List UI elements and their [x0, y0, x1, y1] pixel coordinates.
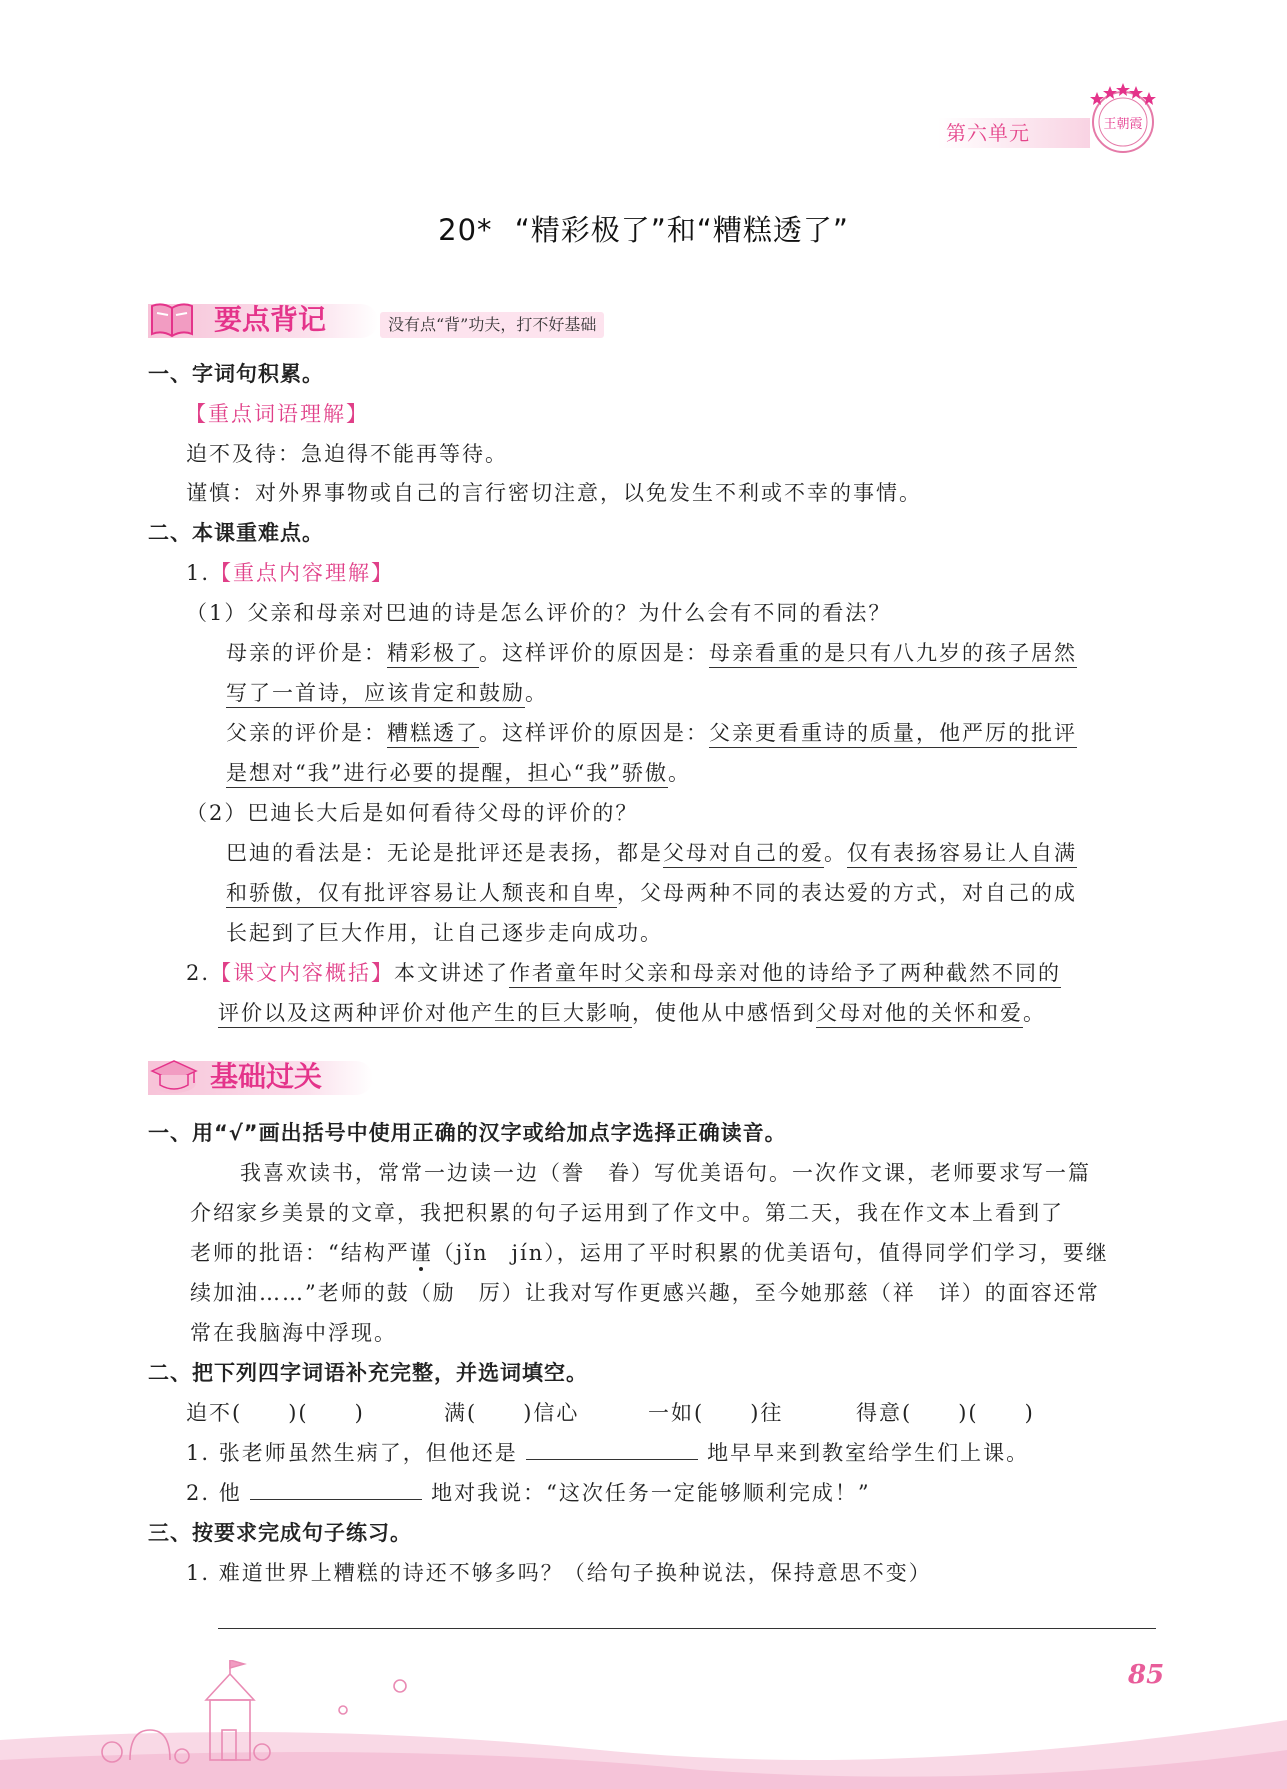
idiom-blank-3[interactable]: 一如( )往 — [648, 1401, 784, 1425]
mother-eval-line-2: 写了一首诗，应该肯定和鼓励。 — [226, 677, 548, 707]
tag-summary: 【课文内容概括】 — [210, 961, 395, 985]
question-2: （2）巴迪长大后是如何看待父母的评价的？ — [186, 801, 639, 825]
footer-decoration — [0, 1660, 1287, 1789]
father-eval-line-1: 父亲的评价是：糟糕透了。这样评价的原因是：父亲更看重诗的质量，他严厉的批评 — [226, 717, 1077, 747]
idiom-blank-1[interactable]: 迫不( )( ) — [186, 1401, 365, 1425]
vocab-line-2: 谨慎：对外界事物或自己的言行密切注意，以免发生不利或不幸的事情。 — [186, 481, 922, 505]
passage-line-1: 我喜欢读书，常常一边读一边（誊 眷）写优美语句。一次作文课，老师要求写一篇 — [240, 1161, 1091, 1185]
svg-text:王朝霞: 王朝霞 — [1103, 117, 1143, 132]
section-banner-basics — [148, 1055, 448, 1099]
dotted-character: 谨 — [409, 1241, 433, 1265]
item-1: 1.【重点内容理解】 — [186, 561, 395, 585]
tag-key-words: 【重点词语理解】 — [185, 402, 369, 426]
question-1: （1）父亲和母亲对巴迪的诗是怎么评价的？为什么会有不同的看法？ — [186, 601, 892, 625]
unit-label: 第六单元 — [946, 121, 1030, 145]
passage-line-3: 老师的批语：“结构严谨（jǐn jín），运用了平时积累的优美语句，值得同学们学习，要继 — [190, 1241, 1109, 1265]
rewrite-question-1: 1. 难道世界上糟糕的诗还不够多吗？（给句子换种说法，保持意思不变） — [186, 1561, 932, 1585]
idiom-blank-2[interactable]: 满( )信心 — [444, 1401, 580, 1425]
section-tagline: 没有点“背”功夫，打不好基础 — [380, 312, 604, 338]
answer-line[interactable] — [218, 1628, 1156, 1629]
page-number: 85 — [1128, 1660, 1165, 1690]
heading-vocab: 一、字词句积累。 — [148, 362, 324, 386]
mother-eval-line-1: 母亲的评价是：精彩极了。这样评价的原因是：母亲看重的是只有八九岁的孩子居然 — [226, 637, 1077, 667]
section-title: 要点背记 — [214, 303, 327, 336]
section-title: 基础过关 — [210, 1060, 323, 1093]
heading-key-difficulties: 二、本课重难点。 — [148, 521, 324, 545]
open-book-icon — [150, 300, 194, 338]
answer-blank-2[interactable] — [250, 1479, 422, 1500]
idiom-blank-4[interactable]: 得意( )( ) — [856, 1401, 1035, 1425]
lesson-title: “精彩极了”和“糟糕透了” — [514, 213, 849, 247]
seal-icon — [1083, 78, 1163, 158]
badi-line-3: 长起到了巨大作用，让自己逐步走向成功。 — [226, 921, 663, 945]
mother-reason-answer: 母亲看重的是只有八九岁的孩子居然 — [709, 641, 1077, 668]
question-heading-3: 三、按要求完成句子练习。 — [148, 1521, 412, 1545]
summary-line-1: 2.【课文内容概括】本文讲述了作者童年时父亲和母亲对他的诗给予了两种截然不同的 — [186, 957, 1061, 987]
father-eval-answer: 糟糕透了 — [387, 721, 479, 748]
passage-line-2: 介绍家乡美景的文章，我把积累的句子运用到了作文中。第二天，我在作文本上看到了 — [190, 1201, 1064, 1225]
badi-line-2: 和骄傲，仅有批评容易让人颓丧和自卑，父母两种不同的表达爱的方式，对自己的成 — [226, 877, 1077, 907]
page-title — [0, 208, 1287, 249]
passage-line-5: 常在我脑海中浮现。 — [190, 1321, 397, 1345]
lesson-number: 20* — [438, 213, 493, 247]
question-heading-2: 二、把下列四字词语补充完整，并选词填空。 — [148, 1361, 588, 1385]
fill-sentence-1: 1. 张老师虽然生病了，但他还是 地早早来到教室给学生们上课。 — [186, 1441, 1030, 1465]
tag-key-content: 【重点内容理解】 — [210, 561, 395, 585]
section-banner-key-points — [148, 298, 648, 342]
mother-eval-answer: 精彩极了 — [387, 641, 479, 668]
vocab-line-1: 迫不及待：急迫得不能再等待。 — [186, 442, 508, 466]
father-eval-line-2: 是想对“我”进行必要的提醒，担心“我”骄傲。 — [226, 757, 691, 787]
answer-blank-1[interactable] — [526, 1439, 698, 1460]
graduation-cap-icon — [148, 1055, 200, 1097]
fill-sentence-2: 2. 他 地对我说：“这次任务一定能够顺利完成！” — [186, 1481, 871, 1505]
summary-line-2: 评价以及这两种评价对他产生的巨大影响，使他从中感悟到父母对他的关怀和爱。 — [218, 997, 1046, 1027]
passage-line-4: 续加油……”老师的鼓（励 厉）让我对写作更感兴趣，至今她那慈（祥 详）的面容还常 — [190, 1281, 1100, 1305]
badi-line-1: 巴迪的看法是：无论是批评还是表扬，都是父母对自己的爱。仅有表扬容易让人自满 — [226, 837, 1077, 867]
question-heading-1: 一、用“√”画出括号中使用正确的汉字或给加点字选择正确读音。 — [148, 1121, 787, 1145]
father-reason-answer: 父亲更看重诗的质量，他严厉的批评 — [709, 721, 1077, 748]
